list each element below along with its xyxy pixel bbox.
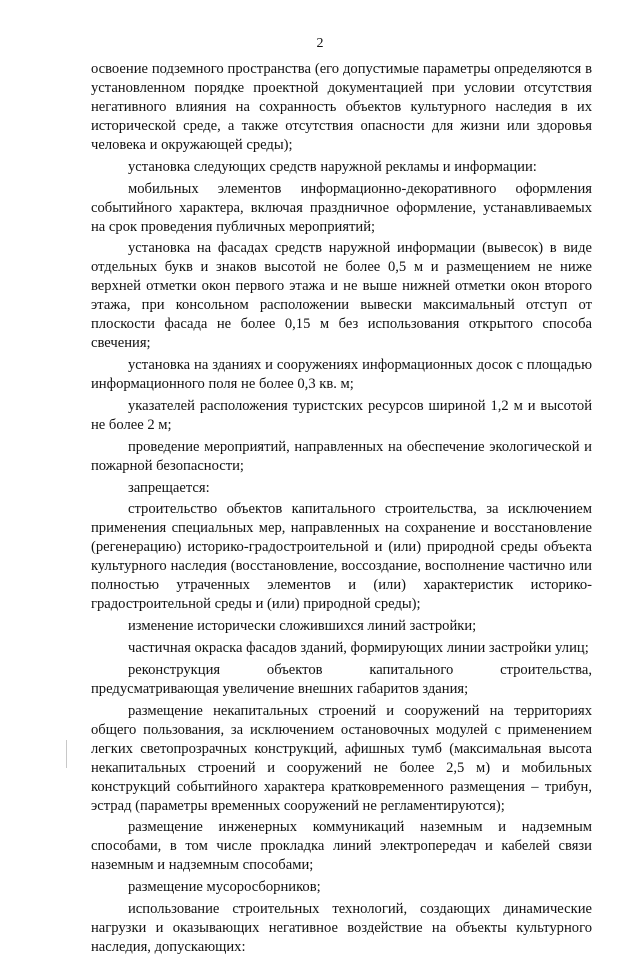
paragraph: установка на фасадах средств наружной информации (вывесок) в виде отдельных букв и знаков высотой не более 0,5 м и размещением не ниже верхней отметки окон первого этажа и не выше нижней отметки окон второго этажа, при консольном расположении вывески максимальный отступ от плоскости фасада не более 0,15 м без использования открытого способа свечения; [91, 240, 592, 352]
paragraph: размещение инженерных коммуникаций наземным и надземным способами, в том числе прокладка линий электропередач и кабелей связи наземным и надземным способами; [91, 819, 592, 874]
paragraph: частичная окраска фасадов зданий, формирующих линии застройки улиц; [128, 639, 589, 656]
paragraph: изменение исторически сложившихся линий застройки; [128, 618, 477, 635]
document-body [91, 60, 592, 960]
paragraph: размещение некапитальных строений и сооружений на территориях общего пользования, за исключением остановочных модулей с применением легких светопрозрачных конструкций, афишных тумб (максимальная высота некапитальных строений и сооружений не более 2,5 м) и мобильных конструкций событийного характера кратковременного размещения – трибун, эстрад (параметры временных сооружений не регламентируются); [91, 702, 592, 814]
paragraph: освоение подземного пространства (его допустимые параметры определяются в установленном порядке проектной документацией при условии отсутствия негативного влияния на сохранность объектов культурного наследия в их исторической среде, а также отсутствия опасности для жизни или здоровья человека и окружающей среды); [91, 61, 592, 153]
paragraph: проведение мероприятий, направленных на обеспечение экологической и пожарной безопасности; [91, 438, 592, 474]
paragraph: размещение мусоросборников; [128, 879, 321, 896]
paragraph: установка следующих средств наружной рекламы и информации: [128, 158, 537, 175]
paragraph: мобильных элементов информационно-декоративного оформления событийного характера, включая праздничное оформление, устанавливаемых на срок проведения публичных мероприятий; [91, 180, 592, 235]
paragraph: реконструкция объектов капитального строительства, предусматривающая увеличение внешних габаритов здания; [91, 661, 592, 697]
paragraph: использование строительных технологий, создающих динамические нагрузки и оказывающих негативное воздействие на объекты культурного наследия, допускающих: [91, 900, 592, 955]
paragraph: установка на зданиях и сооружениях информационных досок с площадью информационного поля не более 0,3 кв. м; [91, 357, 592, 393]
page-number: 2 [316, 36, 324, 51]
paragraph: указателей расположения туристских ресурсов шириной 1,2 м и высотой не более 2 м; [91, 397, 592, 433]
paragraph: строительство объектов капитального строительства, за исключением применения специальных мер, направленных на сохранение и восстановление (регенерацию) историко-градостроительной и (или) природной среды объекта культурного наследия (восстановление, воссоздание, восполнение частично или полностью утраченных элементов и (или) характеристик историко-градостроительной среды и (или) природной среды); [91, 501, 592, 613]
scan-margin-mark [66, 740, 67, 768]
paragraph: запрещается: [128, 479, 210, 496]
